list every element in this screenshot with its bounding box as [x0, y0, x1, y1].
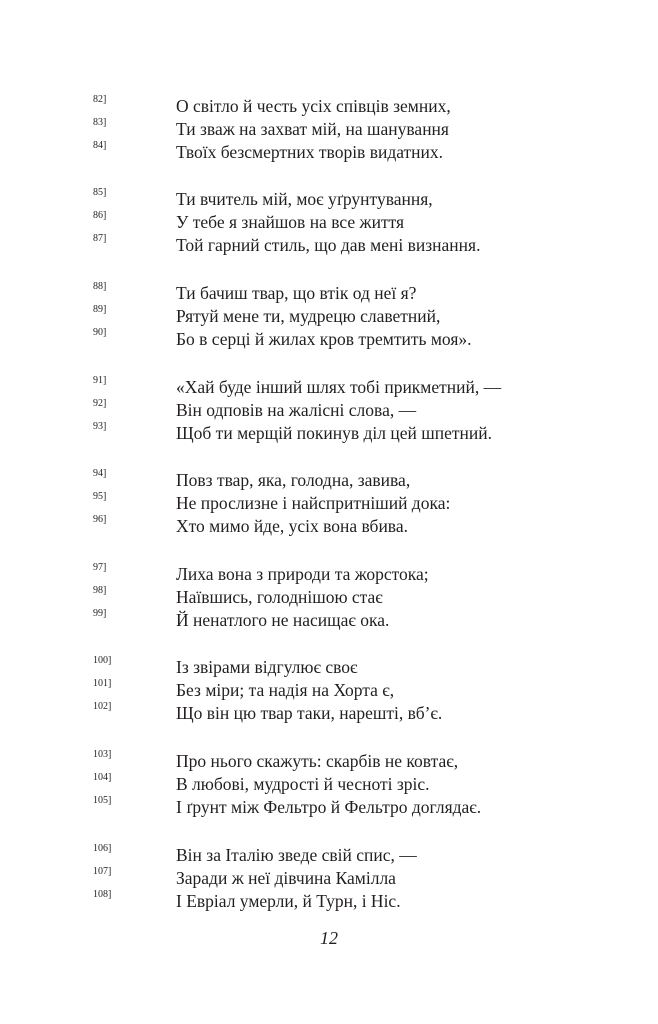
line-number: 95]	[93, 491, 107, 502]
verse-text: І Евріал умерли, й Турн, і Ніс.	[176, 891, 401, 911]
verse-text: Про нього скажуть: скарбів не ковтає,	[176, 751, 459, 771]
stanza	[0, 186, 658, 255]
line-number: 99]	[93, 608, 107, 619]
verse-text: Хто мимо йде, усіх вона вбива.	[176, 516, 408, 536]
verse-line	[0, 186, 658, 209]
verse-line	[0, 280, 658, 303]
verse-text: Ти вчитель мій, моє уґрунтування,	[176, 189, 433, 209]
verse-text: Ти бачиш твар, що втік од неї я?	[176, 283, 417, 303]
verse-line	[0, 771, 658, 794]
verse-line	[0, 116, 658, 139]
line-number: 107]	[93, 866, 112, 877]
verse-text: Із звірами відгулює своє	[176, 657, 358, 677]
verse-line	[0, 888, 658, 911]
stanza	[0, 748, 658, 817]
line-number: 102]	[93, 701, 112, 712]
verse-line	[0, 607, 658, 630]
verse-line	[0, 865, 658, 888]
line-number: 108]	[93, 889, 112, 900]
verse-text: Лиха вона з природи та жорстока;	[176, 564, 429, 584]
verse-text: Твоїх безсмертних творів видатних.	[176, 142, 444, 162]
line-number: 105]	[93, 795, 112, 806]
verse-line	[0, 748, 658, 771]
verse-text: Ти зваж на захват мій, на шанування	[176, 119, 449, 139]
verse-line	[0, 303, 658, 326]
verse-line	[0, 490, 658, 513]
verse-text: Не прослизне і найспритніший дока:	[176, 493, 451, 513]
verse-text: І ґрунт між Фельтро й Фельтро доглядає.	[176, 797, 482, 817]
verse-line	[0, 374, 658, 397]
verse-line	[0, 584, 658, 607]
line-number: 97]	[93, 562, 107, 573]
verse-text: Бо в серці й жилах кров тремтить моя».	[176, 329, 472, 349]
line-number: 104]	[93, 772, 112, 783]
line-number: 93]	[93, 421, 107, 432]
stanza	[0, 842, 658, 911]
line-number: 100]	[93, 655, 112, 666]
verse-line	[0, 513, 658, 536]
verse-text: Заради ж неї дівчина Камілла	[176, 868, 396, 888]
verse-text: Наївшись, голоднішою стає	[176, 587, 383, 607]
stanza	[0, 280, 658, 349]
verse-line	[0, 93, 658, 116]
verse-text: У тебе я знайшов на все життя	[176, 212, 405, 232]
verse-line	[0, 842, 658, 865]
verse-line	[0, 677, 658, 700]
verse-text: Він за Італію зведе свій спис, —	[176, 845, 417, 865]
stanza	[0, 467, 658, 536]
verse-line	[0, 232, 658, 255]
line-number: 89]	[93, 304, 107, 315]
page-number: 12	[320, 928, 338, 948]
line-number: 82]	[93, 94, 107, 105]
verse-line	[0, 209, 658, 232]
line-number: 98]	[93, 585, 107, 596]
line-number: 92]	[93, 398, 107, 409]
line-number: 90]	[93, 327, 107, 338]
verse-text: Повз твар, яка, голодна, завива,	[176, 470, 411, 490]
verse-text: Без міри; та надія на Хорта є,	[176, 680, 395, 700]
verse-text: О світло й честь усіх співців земних,	[176, 96, 451, 116]
line-number: 85]	[93, 187, 107, 198]
verse-line	[0, 139, 658, 162]
line-number: 106]	[93, 843, 112, 854]
verse-line	[0, 420, 658, 443]
line-number: 88]	[93, 281, 107, 292]
verse-line	[0, 561, 658, 584]
line-number: 87]	[93, 233, 107, 244]
verse-line	[0, 654, 658, 677]
line-number: 96]	[93, 514, 107, 525]
line-number: 103]	[93, 749, 112, 760]
stanza	[0, 93, 658, 162]
line-number: 86]	[93, 210, 107, 221]
verse-line	[0, 794, 658, 817]
verse-text: Щоб ти мерщій покинув діл цей шпетний.	[176, 423, 492, 443]
verse-line	[0, 326, 658, 349]
line-number: 94]	[93, 468, 107, 479]
verse-text: «Хай буде інший шлях тобі прикметний, —	[176, 377, 502, 397]
stanza	[0, 654, 658, 723]
stanza	[0, 374, 658, 443]
verse-text: В любові, мудрості й чесноті зріс.	[176, 774, 430, 794]
line-number: 101]	[93, 678, 112, 689]
line-number: 84]	[93, 140, 107, 151]
verse-line	[0, 397, 658, 420]
stanza	[0, 561, 658, 630]
verse-line	[0, 467, 658, 490]
verse-text: Рятуй мене ти, мудрецю славетний,	[176, 306, 441, 326]
verse-text: Й ненатлого не насищає ока.	[176, 610, 390, 630]
verse-text: Що він цю твар таки, нарешті, вб’є.	[176, 703, 443, 723]
verse-line	[0, 700, 658, 723]
line-number: 91]	[93, 375, 107, 386]
verse-text: Він одповів на жалісні слова, —	[176, 400, 417, 420]
verse-text: Той гарний стиль, що дав мені визнання.	[176, 235, 481, 255]
line-number: 83]	[93, 117, 107, 128]
